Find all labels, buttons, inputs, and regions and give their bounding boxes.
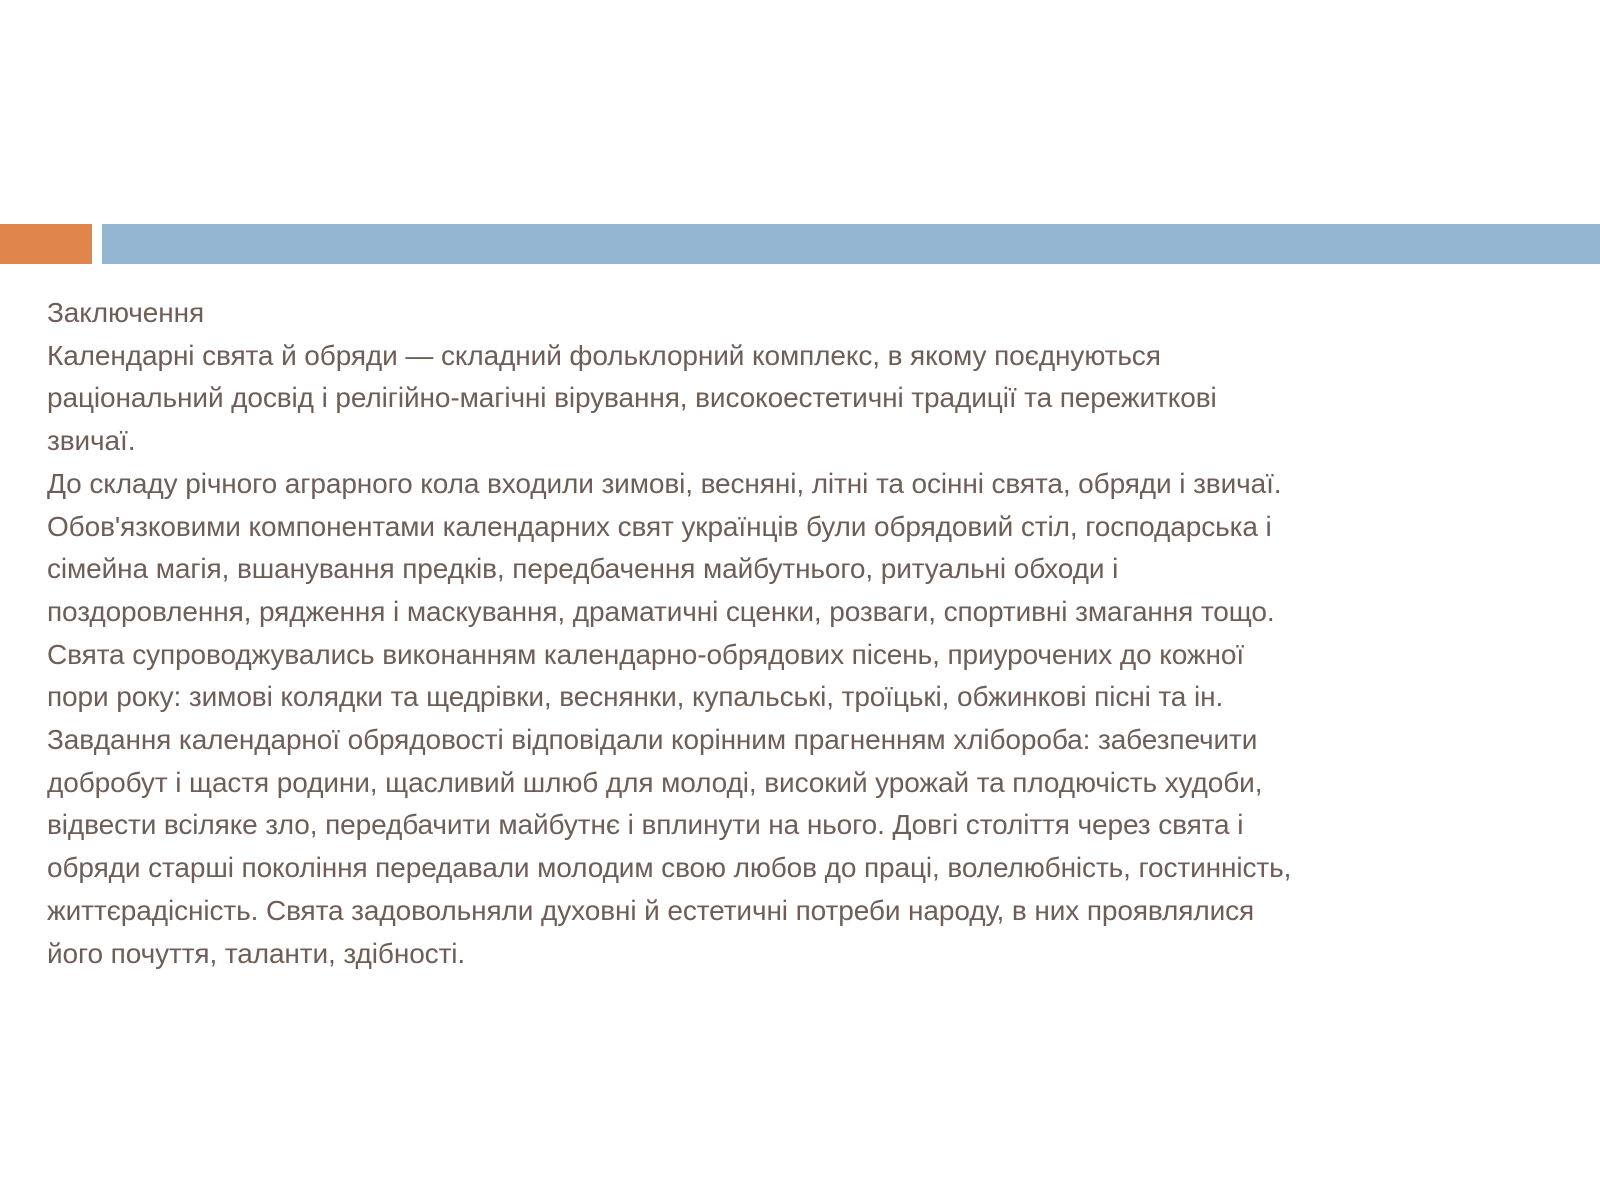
text-line: поздоровлення, рядження і маскування, драматичні сценки, розваги, спортивні змагання тощо. — [47, 595, 1275, 627]
text-line: Обов'язковими компонентами календарних свят українців були обрядовий стіл, господарська і — [47, 510, 1272, 542]
text-line: Свята супроводжувались виконанням календарно-обрядових пісень, приурочених до кожної — [47, 638, 1245, 670]
accent-bar-blue — [102, 224, 1600, 264]
text-line: Календарні свята й обряди — складний фольклорний комплекс, в якому поєднуються — [47, 339, 1161, 371]
slide-title: Заключення — [47, 297, 205, 328]
text-line: До складу річного аграрного кола входили зимові, весняні, літні та осінні свята, обряди і звичаї. — [47, 467, 1282, 499]
text-line: життєрадісність. Свята задовольняли духовні й естетичні потреби народу, в них проявлялися — [47, 894, 1255, 926]
text-line: відвести всіляке зло, передбачити майбутнє і вплинути на нього. Довгі століття через свята і — [47, 809, 1244, 841]
text-line: добробут і щастя родини, щасливий шлюб для молоді, високий урожай та плодючість худоби, — [47, 766, 1263, 798]
text-line: пори року: зимові колядки та щедрівки, веснянки, купальські, троїцькі, обжинкові пісні та ін. — [47, 681, 1224, 713]
text-line: обряди старші покоління передавали молодим свою любов до праці, волелюбність, гостинність, — [47, 852, 1292, 884]
slide-content — [47, 292, 1577, 975]
text-line: раціональний досвід і релігійно-магічні вірування, високоестетичні традиції та пережиткові — [47, 382, 1217, 414]
text-line: його почуття, таланти, здібності. — [47, 937, 466, 969]
text-line: Завдання календарної обрядовості відповідали корінним прагненням хлібороба: забезпечити — [47, 724, 1258, 756]
text-line: звичаї. — [47, 425, 136, 457]
text-line: сімейна магія, вшанування предків, передбачення майбутнього, ритуальні обходи і — [47, 553, 1119, 585]
accent-bar-orange — [0, 224, 92, 264]
